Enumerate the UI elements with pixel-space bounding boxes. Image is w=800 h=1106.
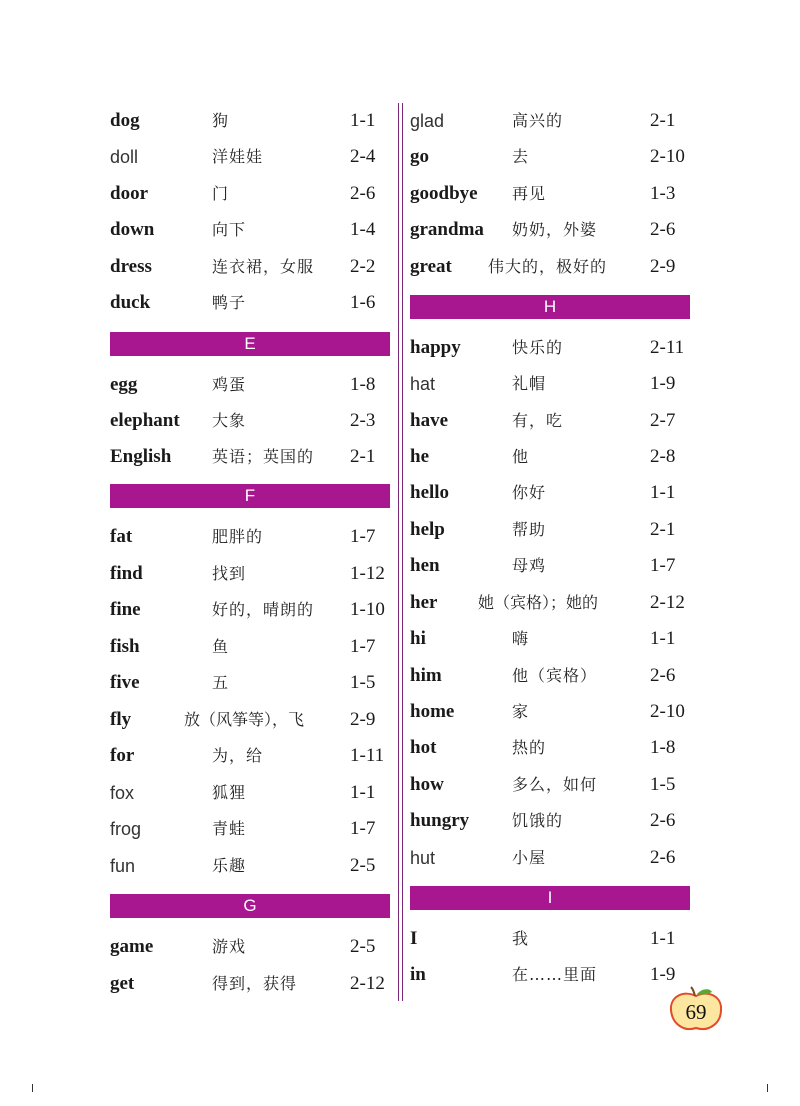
entry-unit: 2-10 [650,701,685,722]
entry-meaning: 高兴的 [512,111,564,130]
entry-dress [110,252,390,282]
entry-meaning: 狐狸 [212,783,247,802]
entry-fish [110,632,390,662]
entry-glad [410,106,690,136]
entry-meaning: 鸡蛋 [212,375,247,394]
entry-word: hot [410,737,437,758]
entry-meaning: 再见 [512,184,547,203]
entry-meaning: 英语；英国的 [212,447,315,466]
entry-unit: 1-8 [650,737,676,758]
entry-word: in [410,964,426,985]
entry-goodbye [410,179,690,209]
entry-meaning: 放（风筝等），飞 [184,710,305,729]
section-header-h: H [410,295,690,319]
entry-unit: 1-12 [350,563,385,584]
entry-hello [410,478,690,508]
entry-unit: 1-11 [350,745,385,766]
entry-word: fox [110,783,135,803]
entry-word: him [410,665,442,686]
entry-meaning: 在……里面 [512,965,598,984]
entry-word: happy [410,337,461,358]
entry-meaning: 青蛙 [212,819,247,838]
entry-unit: 1-9 [650,964,676,985]
entry-five [110,668,390,698]
entry-unit: 1-3 [650,183,676,204]
entry-meaning: 洋娃娃 [212,147,264,166]
entry-i [410,924,690,954]
entry-unit: 2-6 [650,847,676,868]
entry-unit: 2-3 [350,410,376,431]
entry-unit: 2-6 [650,665,676,686]
entry-word: get [110,973,135,994]
column-divider [398,103,399,1001]
entry-unit: 2-12 [350,973,385,994]
entry-meaning: 去 [512,147,530,166]
crop-mark-right [767,1084,768,1092]
entry-meaning: 奶奶，外婆 [512,220,598,239]
entry-word: doll [110,147,139,167]
entry-hot [410,733,690,763]
entry-word: game [110,936,154,957]
entry-go [410,142,690,172]
entry-word: hen [410,555,440,576]
entry-word: he [410,446,429,467]
entry-unit: 2-4 [350,146,376,167]
entry-unit: 1-9 [650,373,676,394]
entry-him [410,661,690,691]
entry-word: dog [110,110,140,131]
page-number: 69 [685,1000,707,1024]
entry-help [410,515,690,545]
entry-word: hungry [410,810,470,831]
entry-unit: 1-7 [350,818,376,839]
entry-meaning: 狗 [212,111,230,130]
entry-unit: 1-5 [650,774,676,795]
section-header-g: G [110,894,390,918]
entry-frog [110,814,390,844]
entry-unit: 1-1 [350,110,376,131]
entry-word: her [410,592,438,613]
entry-meaning: 帮助 [512,520,547,539]
entry-word: go [410,146,429,167]
entry-word: help [410,519,445,540]
entry-how [410,770,690,800]
entry-door [110,179,390,209]
entry-word: fine [110,599,141,620]
entry-meaning: 我 [512,929,530,948]
entry-down [110,215,390,245]
entry-word: I [410,928,418,949]
entry-word: English [110,446,172,467]
entry-unit: 1-8 [350,374,376,395]
entry-unit: 2-2 [350,256,376,277]
entry-unit: 1-1 [650,482,676,503]
entry-doll [110,142,390,172]
entry-unit: 2-5 [350,936,376,957]
entry-hat [410,369,690,399]
entry-fine [110,595,390,625]
entry-fly [110,705,390,735]
entry-word: have [410,410,448,431]
section-header-e: E [110,332,390,356]
entry-meaning: 鱼 [212,637,230,656]
entry-meaning: 多么，如何 [512,775,598,794]
entry-fox [110,778,390,808]
entry-word: duck [110,292,151,313]
entry-word: hut [410,848,436,868]
entry-unit: 2-7 [650,410,676,431]
entry-unit: 1-5 [350,672,376,693]
entry-unit: 2-1 [350,446,376,467]
crop-mark-left [32,1084,33,1092]
entry-word: elephant [110,410,180,431]
entry-unit: 2-12 [650,592,685,613]
entry-unit: 1-7 [350,636,376,657]
entry-word: hello [410,482,450,503]
entry-unit: 1-4 [350,219,376,240]
entry-meaning: 五 [212,673,230,692]
section-header-i: I [410,886,690,910]
entry-meaning: 嗨 [512,629,530,648]
entry-unit: 2-11 [650,337,685,358]
entry-egg [110,370,390,400]
entry-elephant [110,406,390,436]
section-header-f: F [110,484,390,508]
entry-meaning: 礼帽 [512,374,547,393]
entry-game [110,932,390,962]
entry-meaning: 连衣裙，女服 [212,257,315,276]
entry-unit: 1-1 [350,782,376,803]
entry-meaning: 他 [512,447,530,466]
entry-meaning: 他（宾格） [512,666,598,685]
entry-meaning: 鸭子 [212,293,247,312]
entry-unit: 2-6 [350,183,376,204]
entry-meaning: 饥饿的 [512,811,564,830]
entry-he [410,442,690,472]
entry-meaning: 好的，晴朗的 [212,600,315,619]
entry-home [410,697,690,727]
entry-meaning: 热的 [512,738,547,757]
entry-meaning: 家 [512,702,530,721]
entry-english [110,442,390,472]
entry-meaning: 快乐的 [512,338,564,357]
entry-word: fly [110,709,132,730]
entry-hi [410,624,690,654]
entry-word: fat [110,526,133,547]
entry-unit: 2-8 [650,446,676,467]
entry-meaning: 得到，获得 [212,974,298,993]
entry-meaning: 为，给 [212,746,264,765]
entry-word: fun [110,856,136,876]
entry-word: for [110,745,135,766]
entry-meaning: 乐趣 [212,856,247,875]
entry-unit: 2-5 [350,855,376,876]
page-number-badge [666,986,726,1034]
entry-word: glad [410,111,445,131]
entry-meaning: 她（宾格）；她的 [478,593,599,612]
entry-dog [110,106,390,136]
entry-word: egg [110,374,138,395]
entry-unit: 2-10 [650,146,685,167]
entry-unit: 1-7 [350,526,376,547]
entry-meaning: 向下 [212,220,247,239]
entry-meaning: 游戏 [212,937,247,956]
entry-grandma [410,215,690,245]
entry-word: hi [410,628,426,649]
entry-word: home [410,701,455,722]
entry-unit: 2-1 [650,110,676,131]
entry-get [110,969,390,999]
entry-word: fish [110,636,140,657]
entry-word: hat [410,374,436,394]
entry-word: great [410,256,452,277]
entry-word: how [410,774,444,795]
entry-unit: 2-6 [650,219,676,240]
entry-word: goodbye [410,183,478,204]
entry-unit: 1-6 [350,292,376,313]
entry-unit: 2-1 [650,519,676,540]
entry-meaning: 伟大的，极好的 [488,257,608,276]
entry-word: dress [110,256,152,277]
entry-unit: 1-7 [650,555,676,576]
entry-meaning: 你好 [512,483,547,502]
entry-word: door [110,183,148,204]
entry-unit: 2-9 [650,256,676,277]
entry-meaning: 小屋 [512,848,547,867]
entry-great [410,252,690,282]
entry-meaning: 门 [212,184,230,203]
entry-have [410,406,690,436]
entry-unit: 2-6 [650,810,676,831]
entry-fun [110,851,390,881]
entry-meaning: 有，吃 [512,411,564,430]
entry-meaning: 母鸡 [512,556,547,575]
entry-word: frog [110,819,142,839]
entry-unit: 1-1 [650,928,676,949]
entry-meaning: 找到 [212,564,247,583]
entry-hut [410,843,690,873]
entry-in [410,960,690,990]
entry-word: grandma [410,219,484,240]
entry-hungry [410,806,690,836]
entry-word: five [110,672,140,693]
entry-word: find [110,563,143,584]
entry-happy [410,333,690,363]
entry-fat [110,522,390,552]
entry-hen [410,551,690,581]
entry-unit: 1-10 [350,599,385,620]
entry-duck [110,288,390,318]
column-divider [402,103,403,1001]
entry-unit: 1-1 [650,628,676,649]
entry-meaning: 肥胖的 [212,527,264,546]
entry-her [410,588,690,618]
entry-find [110,559,390,589]
entry-meaning: 大象 [212,411,247,430]
entry-unit: 2-9 [350,709,376,730]
entry-word: down [110,219,155,240]
entry-for [110,741,390,771]
